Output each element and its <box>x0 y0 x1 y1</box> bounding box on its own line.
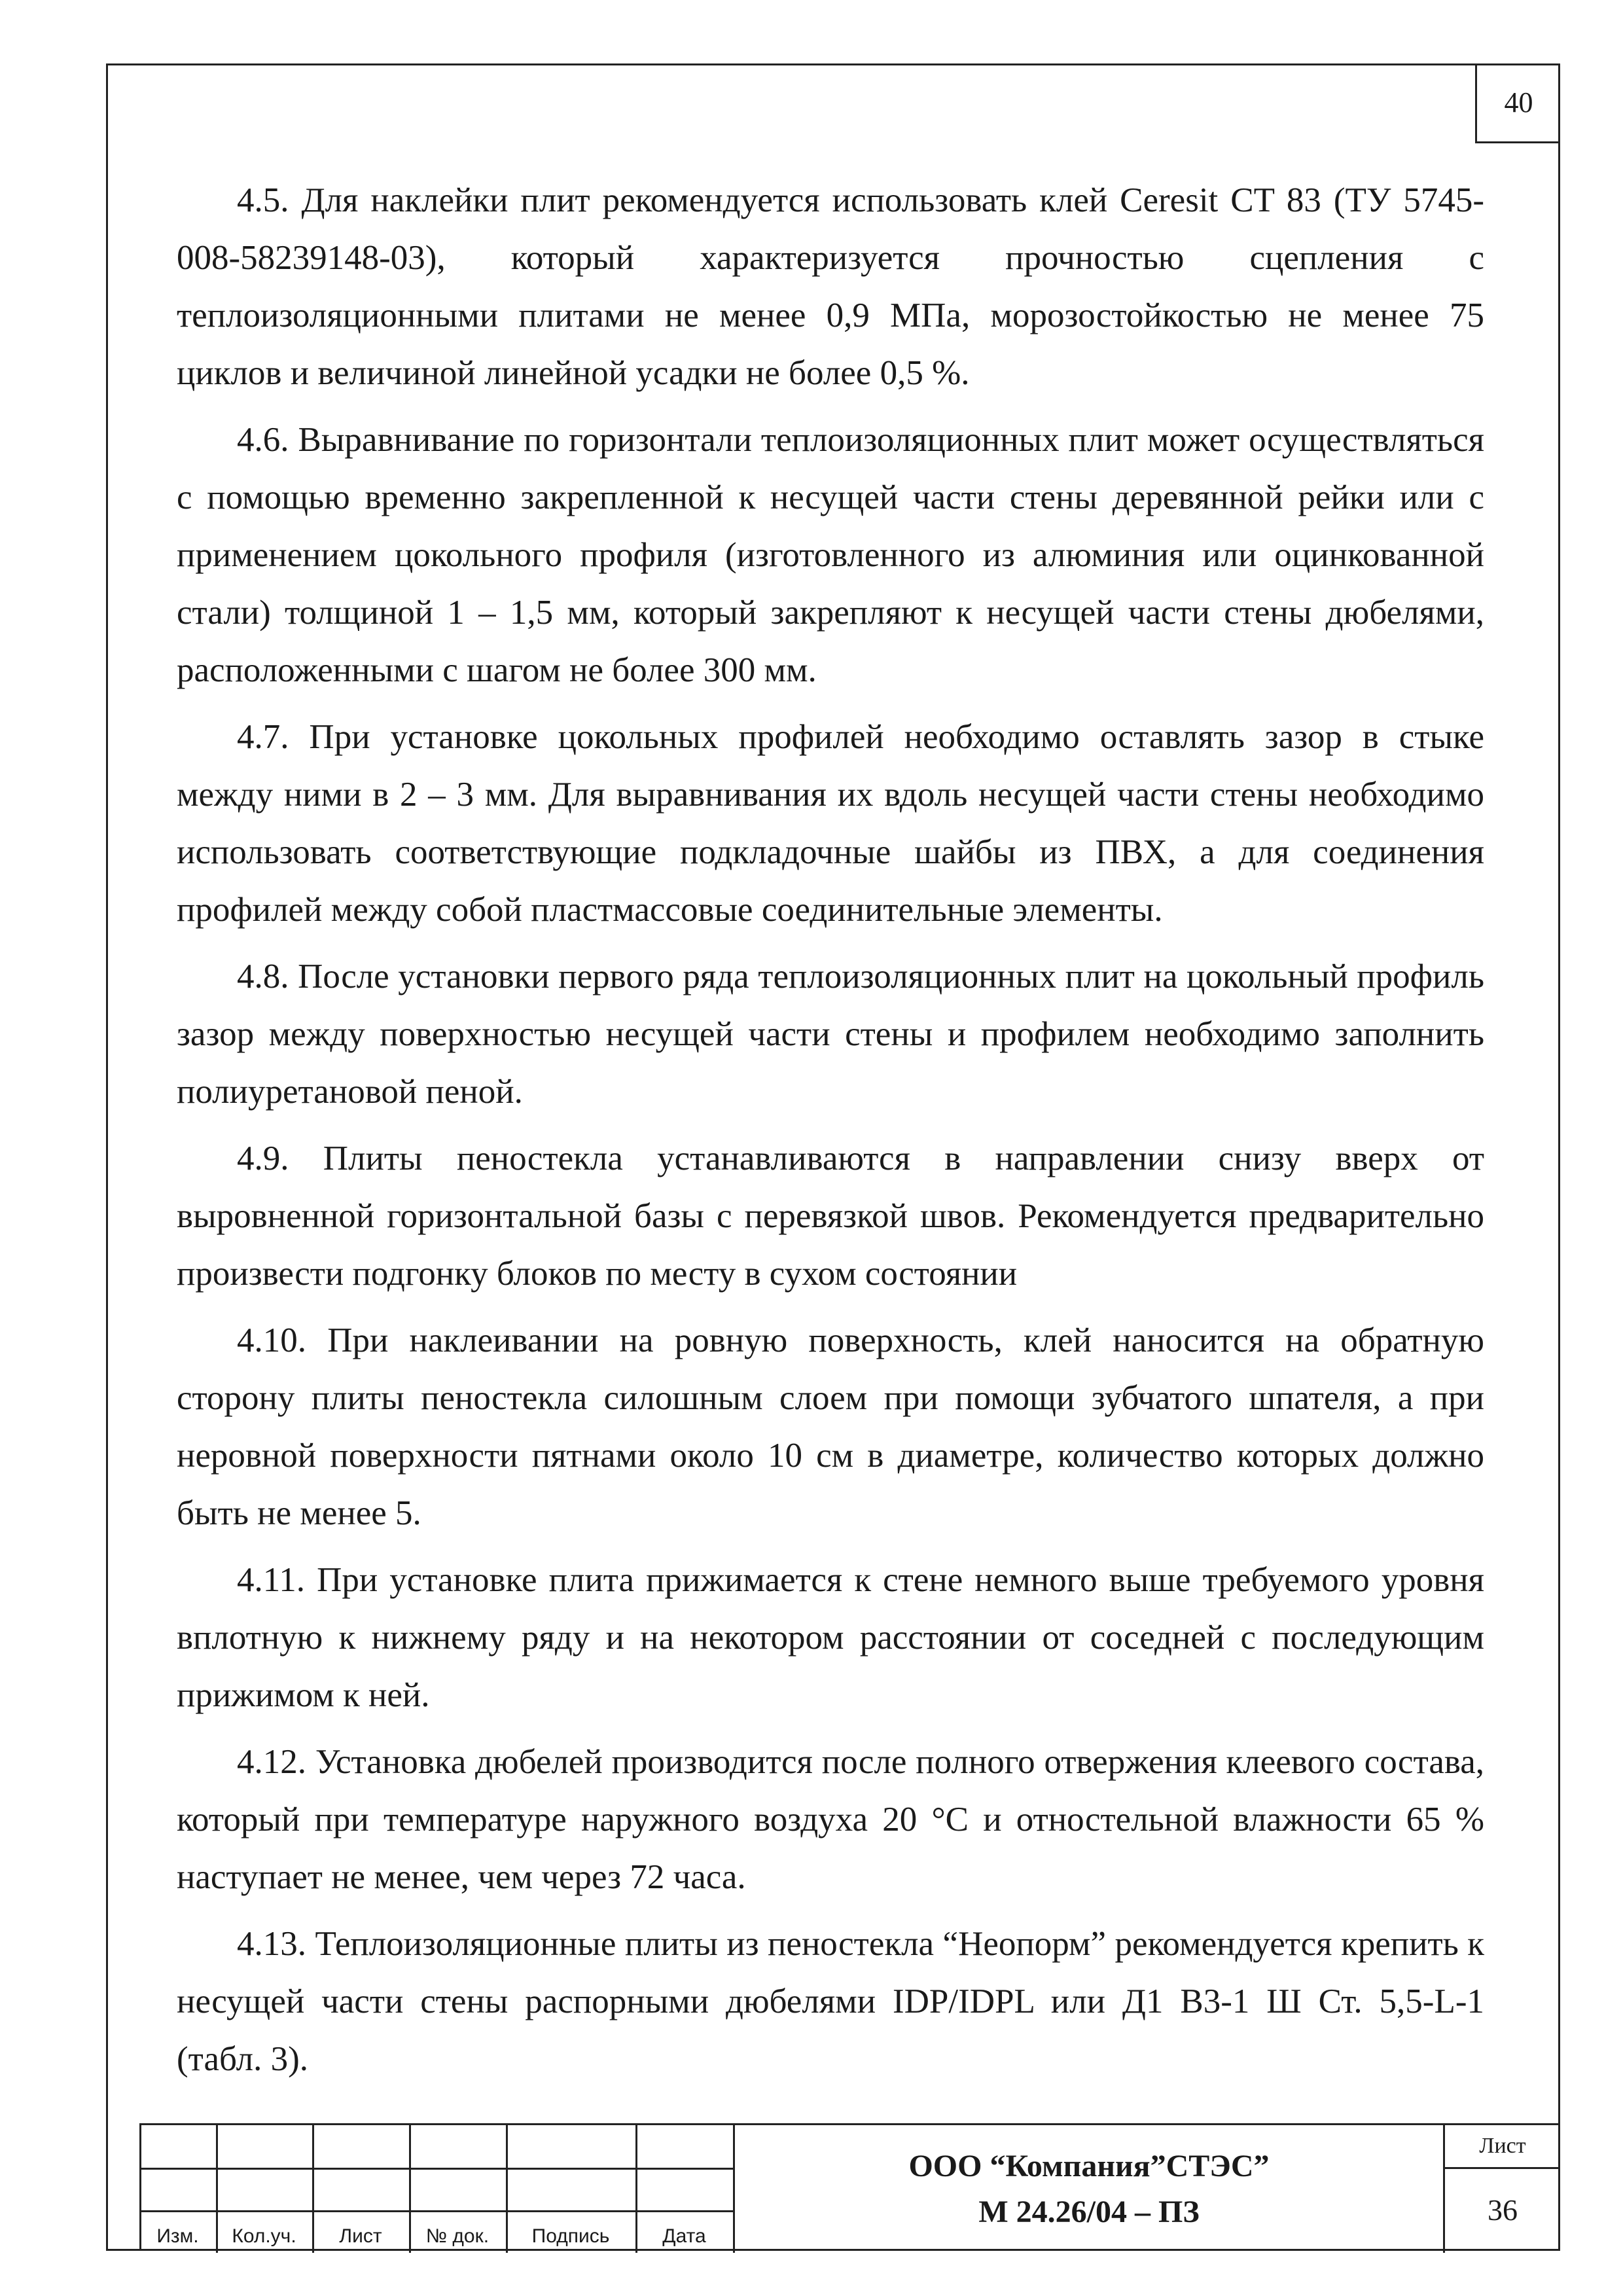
paragraph-text: Теплоизоляционные плиты из пеностекла “Неопорм” рекомендуется крепить к несущей части стены распорными дюбелями IDP/IDPL или Д1 В3-1 Ш Ст. 5,5-L-1 (табл. 3). <box>177 1925 1485 2078</box>
paragraph-text: Установка дюбелей производится после полного отвержения клеевого состава, который при температуре наружного воздуха 20 °С и отностельной влажности 65 % наступает не менее, чем через 72 часа. <box>177 1743 1485 1896</box>
paragraph-number: 4.8. <box>237 958 289 996</box>
paragraph-text: При наклеивании на ровную поверхность, клей наносится на обратную сторону плиты пеностекла силошным слоем при помощи зубчатого шпателя, а при неровной поверхности пятнами около 10 см в диаметре, количество которых должно быть не менее 5. <box>177 1321 1484 1532</box>
paragraph-4-11 <box>177 1551 1484 1724</box>
paragraph-number: 4.6. <box>237 421 289 459</box>
paragraph-4-9 <box>177 1130 1484 1302</box>
paragraph-number: 4.10. <box>237 1321 306 1359</box>
sheet-label: Лист <box>1445 2125 1560 2169</box>
page-corner-number: 40 <box>1475 63 1560 143</box>
paragraph-4-7 <box>177 708 1484 939</box>
paragraph-4-10 <box>177 1312 1484 1542</box>
document-code: М 24.26/04 – ПЗ <box>978 2194 1200 2229</box>
paragraph-number: 4.12. <box>237 1743 306 1781</box>
paragraph-number: 4.5. <box>237 181 289 219</box>
paragraph-number: 4.9. <box>237 1139 289 1177</box>
label-signature: Подпись <box>531 2225 610 2247</box>
paragraph-text: После установки первого ряда теплоизоляционных плит на цокольный профиль зазор между поверхностью несущей части стены и профилем необходимо заполнить полиуретановой пеной. <box>177 958 1484 1111</box>
grid-line <box>139 2168 733 2170</box>
label-date: Дата <box>662 2225 706 2247</box>
label-sheet: Лист <box>339 2225 382 2247</box>
company-block <box>733 2125 1443 2253</box>
paragraph-text: При установке плита прижимается к стене немного выше требуемого уровня вплотную к нижнему ряду и на некотором расстоянии от соседней с последующим прижимом к ней. <box>177 1561 1484 1714</box>
label-change: Изм. <box>156 2225 199 2247</box>
sheet-number: 36 <box>1488 2193 1518 2227</box>
document-body <box>177 171 1484 2097</box>
paragraph-4-5 <box>177 171 1484 402</box>
paragraph-number: 4.13. <box>237 1925 306 1963</box>
paragraph-text: Плиты пеностекла устанавливаются в направлении снизу вверх от выровненной горизонтальной базы с перевязкой швов. Рекомендуется предварительно произвести подгонку блоков по месту в сухом состоянии <box>177 1139 1484 1293</box>
paragraph-4-13 <box>177 1915 1484 2088</box>
title-block <box>139 2123 1560 2251</box>
company-name: ООО “Компания”СТЭС” <box>908 2148 1270 2183</box>
paragraph-number: 4.7. <box>237 718 289 756</box>
label-doc-number: № док. <box>425 2225 490 2247</box>
paragraph-4-6 <box>177 411 1484 699</box>
paragraph-4-12 <box>177 1733 1484 1906</box>
label-quantity: Кол.уч. <box>232 2225 296 2247</box>
sheet-block <box>1443 2125 1560 2253</box>
paragraph-text: Выравнивание по горизонтали теплоизоляционных плит может осуществляться с помощью временно закрепленной к несущей части стены деревянной рейки или с применением цокольного профиля (изготовленного из алюминия или оцинкованной стали) толщиной 1 – 1,5 мм, который закрепляют к несущей части стены дюбелями, расположенными с шагом не более 300 мм. <box>177 421 1485 689</box>
grid-line <box>139 2210 733 2212</box>
paragraph-text: Для наклейки плит рекомендуется использовать клей Ceresit CT 83 (ТУ 5745-008-58239148-03), который характеризуется прочностью сцепления с теплоизоляционными плитами не менее 0,9 МПа, морозостойкостью не менее 75 циклов и величиной линейной усадки не более 0,5 %. <box>177 181 1484 392</box>
paragraph-number: 4.11. <box>237 1561 306 1599</box>
paragraph-4-8 <box>177 948 1484 1121</box>
revision-grid <box>139 2125 733 2253</box>
paragraph-text: При установке цокольных профилей необходимо оставлять зазор в стыке между ними в 2 – 3 мм. Для выравнивания их вдоль несущей части стены необходимо использовать соответствующие подкладочные шайбы из ПВХ, а для соединения профилей между собой пластмассовые соединительные элементы. <box>177 718 1485 929</box>
